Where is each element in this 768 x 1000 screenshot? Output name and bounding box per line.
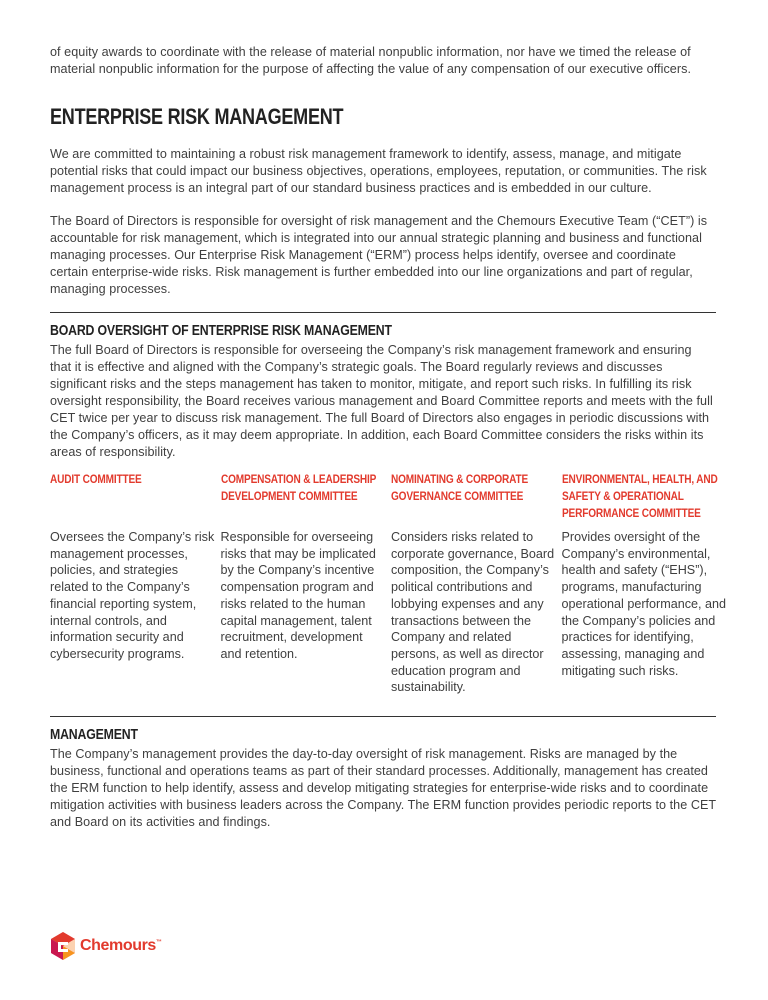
committee-audit (50, 471, 221, 696)
committee-name: COMPENSATION & LEADERSHIP DEVELOPMENT COMMITTEE (220, 472, 376, 503)
logo-text: Chemours (80, 937, 156, 954)
committee-name: ENVIRONMENTAL, HEALTH, AND SAFETY & OPERATIONAL PERFORMANCE COMMITTEE (561, 472, 718, 520)
committee-description: Responsible for overseeing risks that may be implicated by the Company’s incentive compensation program and risks related to the human capital management, talent recruitment, development and retention. (220, 530, 376, 661)
committee-nominating (391, 471, 562, 696)
intro-continuation: of equity awards to coordinate with the release of material nonpublic information, nor have we timed the release of material nonpublic information for the purpose of affecting the value of any compensation of our executive officers. (50, 45, 691, 76)
committee-name: NOMINATING & CORPORATE GOVERNANCE COMMITTEE (391, 472, 529, 503)
committee-name: AUDIT COMMITTEE (50, 472, 142, 486)
logo-wordmark (80, 937, 162, 955)
management-title: MANAGEMENT (50, 726, 138, 744)
committee-columns (50, 471, 727, 696)
document-page (50, 44, 727, 831)
erm-title: ENTERPRISE RISK MANAGEMENT (50, 104, 344, 129)
committee-description: Provides oversight of the Company’s environmental, health and safety (“EHS”), programs, manufacturing operational performance, and the Company’s policies and practices for identifying, assessing, managing and mitigating such risks. (561, 530, 727, 678)
erm-paragraph-2: The Board of Directors is responsible for oversight of risk management and the Chemours Executive Team (“CET”) is accountable for risk management, which is integrated into our annual strategic planning and business and functional managing processes. Our Enterprise Risk Management (“ERM”) process helps identify, oversee and coordinate certain enterprise-wide risks. Risk management is further embedded into our line organizations and part of regular, managing processes. (50, 214, 708, 296)
committee-ehs (562, 471, 733, 696)
board-oversight-paragraph: The full Board of Directors is responsible for overseeing the Company’s risk management framework and ensuring that it is effective and aligned with the Company’s strategic goals. The Board regularly reviews and discusses significant risks and the steps management has taken to monitor, mitigate, and report such risks. In fulfilling its risk oversight responsibility, the Board receives various management and Board Committee reports and meets with the full CET twice per year to discuss risk management. The full Board of Directors also engages in periodic discussions with the Company’s officers, as it may deem appropriate. In addition, each Board Committee considers the risks within its areas of responsibility. (50, 343, 713, 459)
committee-description: Oversees the Company’s risk management processes, policies, and strategies related to the Company’s financial reporting system, internal controls, and information security and cybersecurity programs. (50, 530, 215, 661)
board-oversight-title: BOARD OVERSIGHT OF ENTERPRISE RISK MANAGEMENT (50, 322, 392, 339)
chemours-hexagon-icon (50, 932, 76, 960)
committee-compensation (221, 471, 392, 696)
logo-trademark: ™ (155, 939, 162, 946)
chemours-logo (50, 932, 162, 960)
committee-description: Considers risks related to corporate governance, Board composition, the Company’s political contributions and lobbying expenses and any transactions between the Company and related persons, as well as director education program and sustainability. (391, 530, 555, 695)
management-paragraph: The Company’s management provides the day-to-day oversight of risk management. Risks are managed by the business, functional and operations teams as part of their standard processes. Additionally, management has created the ERM function to help identify, assess and develop mitigating strategies for enterprise-wide risks and to coordinate mitigation activities with business leaders across the Company. The ERM function provides periodic reports to the CET and Board on its activities and findings. (50, 747, 716, 830)
erm-paragraph-1: We are committed to maintaining a robust risk management framework to identify, assess, manage, and mitigate potential risks that could impact our business objectives, operations, employees, reputation, or communities. The risk management process is an integral part of our standard business practices and is embedded in our culture. (50, 147, 707, 195)
